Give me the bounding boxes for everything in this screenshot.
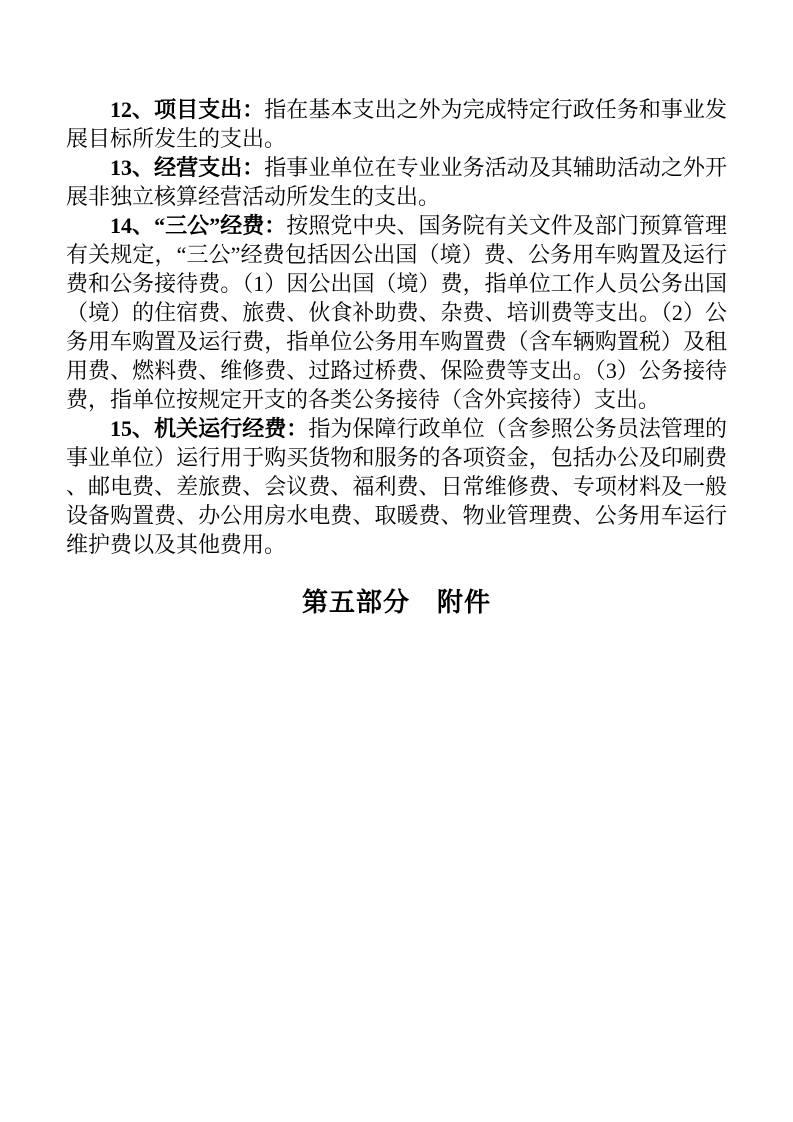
paragraph-text: 指为保障行政单位（含参照公务员法管理的事业单位）运行用于购买货物和服务的各项资金，包括办公及印刷费、邮电费、差旅费、会议费、福利费、日常维修费、专项材料及一般设备购置费、办公用房水电费、取暖费、物业管理费、公务用车运行维护费以及其他费用。 xyxy=(66,416,727,557)
paragraph xyxy=(66,414,727,559)
paragraph-text: 指事业单位在专业业务活动及其辅助活动之外开展非独立核算经营活动所发生的支出。 xyxy=(66,155,727,209)
paragraph xyxy=(66,95,727,153)
paragraph-list xyxy=(66,95,727,559)
section-heading: 第五部分 附件 xyxy=(301,588,491,617)
paragraph-label: 12、项目支出： xyxy=(110,97,265,122)
paragraph-text: 指在基本支出之外为完成特定行政任务和事业发展目标所发生的支出。 xyxy=(66,97,727,151)
paragraph-label: 14、“三公”经费： xyxy=(110,213,287,238)
paragraph-label: 13、经营支出： xyxy=(110,155,265,180)
paragraph-label: 15、机关运行经费： xyxy=(110,416,309,441)
paragraph xyxy=(66,153,727,211)
paragraph xyxy=(66,211,727,414)
paragraph-text: 按照党中央、国务院有关文件及部门预算管理有关规定，“三公”经费包括因公出国（境）费、公务用车购置及运行费和公务接待费。（1）因公出国（境）费，指单位工作人员公务出国（境）的住宿费、旅费、伙食补助费、杂费、培训费等支出。（2）公务用车购置及运行费，指单位公务用车购置费（含车辆购置税）及租用费、燃料费、维修费、过路过桥费、保险费等支出。（3）公务接待费，指单位按规定开支的各类公务接待（含外宾接待）支出。 xyxy=(66,213,727,412)
document-content xyxy=(66,95,727,620)
